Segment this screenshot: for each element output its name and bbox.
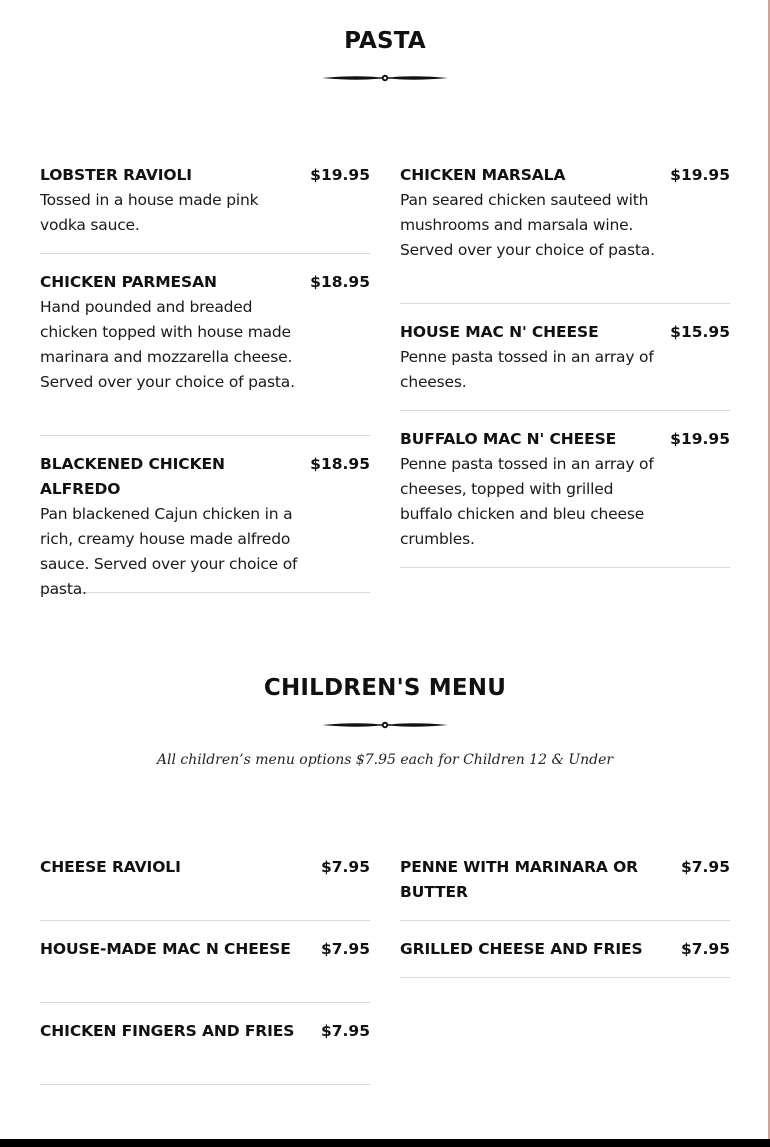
ornament-divider-icon xyxy=(320,72,450,84)
menu-item xyxy=(40,937,370,1003)
menu-item-name: BLACKENED CHICKEN ALFREDO xyxy=(40,455,225,498)
menu-item-name: CHICKEN MARSALA xyxy=(400,166,566,184)
menu-item-description: Penne pasta tossed in an array of cheeses, topped with grilled buffalo chicken and bleu cheese crumbles. xyxy=(400,455,654,548)
menu-item xyxy=(40,1019,370,1085)
menu-item xyxy=(400,855,730,921)
menu-item xyxy=(400,937,730,978)
menu-item xyxy=(40,452,370,598)
childrens-menu-title: CHILDREN'S MENU xyxy=(263,675,507,701)
children-left-column xyxy=(40,855,370,1085)
ornament-divider-icon xyxy=(320,719,450,731)
children-right-column xyxy=(400,855,730,978)
menu-item-price: $7.95 xyxy=(680,940,730,958)
menu-item xyxy=(40,163,370,254)
menu-item-description: Penne pasta tossed in an array of cheeses. xyxy=(400,348,654,391)
menu-item xyxy=(40,855,370,921)
menu-item-description: Pan seared chicken sauteed with mushrooms and marsala wine. Served over your choice of pasta. xyxy=(400,191,655,259)
menu-item-price: $18.95 xyxy=(310,455,370,473)
menu-item-name: BUFFALO MAC N' CHEESE xyxy=(400,430,617,448)
menu-item-description: Tossed in a house made pink vodka sauce. xyxy=(40,191,259,234)
page-footer-bar xyxy=(0,1139,770,1147)
menu-item-name: CHICKEN FINGERS AND FRIES xyxy=(40,1022,295,1040)
menu-item xyxy=(40,270,370,436)
menu-item xyxy=(400,163,730,304)
menu-item-name: CHICKEN PARMESAN xyxy=(40,273,217,291)
menu-item-name: GRILLED CHEESE AND FRIES xyxy=(400,940,643,958)
menu-item-price: $15.95 xyxy=(670,323,730,341)
menu-item-price: $7.95 xyxy=(320,858,370,876)
menu-item-price: $19.95 xyxy=(670,430,730,448)
menu-item-price: $7.95 xyxy=(680,858,730,876)
menu-item-description: Hand pounded and breaded chicken topped with house made marinara and mozzarella cheese. Served over your choice of pasta. xyxy=(40,298,295,391)
menu-item xyxy=(400,427,730,568)
pasta-section-title: PASTA xyxy=(344,28,426,54)
childrens-menu-note: All children’s menu options $7.95 each for Children 12 & Under xyxy=(156,752,614,768)
menu-item xyxy=(400,320,730,411)
menu-item-name: HOUSE-MADE MAC N CHEESE xyxy=(40,940,291,958)
menu-item-price: $7.95 xyxy=(320,940,370,958)
menu-item-name: HOUSE MAC N' CHEESE xyxy=(400,323,599,341)
menu-item-price: $19.95 xyxy=(670,166,730,184)
menu-item-description: Pan blackened Cajun chicken in a rich, creamy house made alfredo sauce. Served over your choice of pasta. xyxy=(40,505,298,598)
menu-item-price: $7.95 xyxy=(320,1022,370,1040)
menu-item-name: LOBSTER RAVIOLI xyxy=(40,166,192,184)
pasta-right-column xyxy=(400,163,730,568)
pasta-left-column xyxy=(40,163,370,598)
menu-item-name: PENNE WITH MARINARA OR BUTTER xyxy=(400,858,639,901)
menu-item-name: CHEESE RAVIOLI xyxy=(40,858,181,876)
menu-item-price: $19.95 xyxy=(310,166,370,184)
menu-item-price: $18.95 xyxy=(310,273,370,291)
